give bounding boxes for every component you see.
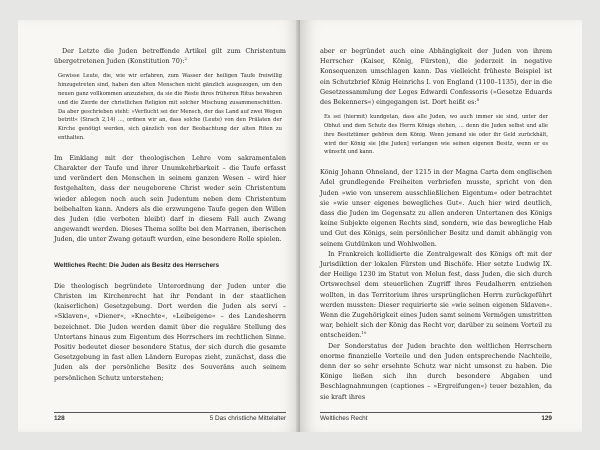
paragraph-text: In Frankreich kollidierte die Zentralgewalt des Königs oft mit der Jurisdiktion der lokalen Fürsten und Bischöfe. Hier setzte Ludwig IX. der Heilige 1230 im Statut von Melun fest, dass Juden, die sich durch Ortswechsel dem steuerlichen Zugriff ihres Feudalherrn entziehen wollten, in das Territorium ihres ursprünglichen Herrn zurückgeführt werden mussten: Dieser requirierte sie »wie seinen eigenen Sklaven«. Wenn die Zugehörigkeit eines Juden samt seinem Vermögen umstritten war, behielt sich der König das Recht vor, darüber zu seinem Vorteil zu entscheiden. [320, 249, 552, 340]
paragraph: Der Sonderstatus der Juden brachte den weltlichen Herrschern enorme finanzielle Vorteile und den Juden entsprechende Nachteile, denn der so sehr ersehnte Schutz war nicht umsonst zu haben. Die Könige ließen sich ihn durch besondere Abgaben und Beschlagnahmungen (captiones – »Ergreifungen«) teuer bezahlen, da sie kraft ihres [320, 341, 552, 401]
paragraph-text: aber er begründet auch eine Abhängigkeit der Juden von ihrem Herrscher (Kaiser, König, Fürsten), die jederzeit in negative Konsequenzen umschlagen kann. Das vielleicht früheste Beispiel ist ein Schutzbrief König Heinrichs I. von England (1100–1135), der in die Gesetzessammlung der Leges Edwardi Confessoris (»Gesetze Eduards des Bekenners«) eingegangen ist. Dort heißt es: [320, 47, 552, 107]
footnote-marker: 8 [476, 96, 480, 102]
open-book [18, 20, 582, 432]
section-heading: Weltliches Recht: Die Juden als Besitz des Herrschers [54, 261, 220, 269]
paragraph-text: Der Letzte die Juden betreffende Artikel gilt zum Christentum übergetretenen Juden (Konstitution 70): [54, 47, 286, 66]
left-page [18, 20, 300, 432]
paragraph [54, 46, 286, 66]
paragraph [320, 249, 552, 341]
page-number: 129 [541, 415, 552, 422]
paragraph [320, 46, 552, 107]
footnote-marker: 2 [184, 56, 187, 62]
left-page-text [54, 46, 286, 383]
right-page [300, 20, 582, 432]
block-quote: Es sei (hiermit) kundgetan, dass alle Juden, wo auch immer sie sind, unter der Obhut und dem Schutz des Herrn Königs stehen, ... denn die Juden selbst und alle ihre Besitztümer gehören dem König. Wenn jemand sie oder ihr Geld zurückhält, wird der König sie [die Juden] verlangen wie seinen eigenen Besitz, wenn er es wünscht und kann. [324, 114, 548, 156]
right-page-footer [320, 412, 552, 422]
right-page-text [320, 46, 552, 402]
paragraph: König Johann Ohneland, der 1215 in der Magna Carta dem englischen Adel grundlegende Freiheiten verbriefen musste, spricht von den Juden »wie von unserem ausschließlichen Eigentum« oder betrachtet sie »wie unser eigenes bewegliches Gut«. Auch hier wird deutlich, dass die Juden im Gegensatz zu allen anderen Untertanen des Königs keine Subjekte eigenen Rechts sind, sondern, wie das bewegliche Hab und Gut des Königs, sein persönlicher Besitz und damit abhängig von seinem Gutdünken und Wohlwollen. [320, 168, 552, 248]
paragraph: Die theologisch begründete Unterordnung der Juden unter die Christen im Kirchenrecht hat ihr Pendant in der staatlichen (kaiserlichen) Gesetzgebung. Dort werden die Juden als servi – »Sklaven«, »Diener«, »Knechte«, »Leibeigene« – des Landesherrn bezeichnet. Die Juden werden damit über die reguläre Stellung des Untertans hinaus zum Eigentum des Herrschers im rechtlichen Sinne. Positiv bedeutet dieser besondere Status, der sich durch die gesamte Gesetzgebung in fast allen Ländern Europas zieht, zunächst, dass die Juden als der persönliche Besitz des Souveräns auch seinem persönlichen Schutz unterstehen; [54, 281, 286, 382]
footnote-marker: 10 [361, 330, 367, 336]
page-number: 128 [54, 415, 65, 422]
left-page-footer [54, 412, 286, 422]
running-footer: 5 Das christliche Mittelalter [209, 415, 286, 422]
block-quote: Gewisse Leute, die, wie wir erfahren, zum Wasser der heiligen Taufe freiwillig hinzugetreten sind, haben den alten Menschen nicht gänzlich ausgezogen, um den neuen ganz vollkommen anzuziehen, da sie die Reste ihres früheren Ritus bewahren und die Zierde der christlichen Religion mit solcher Mischung zusammenschütten. Da aber geschrieben steht: »Verflucht sei der Mensch, der das Land auf zwei Wegen betritt« (Sirach 2,14) ..., ordnen wir an, dass solche (Leute) von den Prälaten der Kirche genötigt werden, sich gänzlich von der Beobachtung der alten Riten zu enthalten. [58, 73, 282, 141]
paragraph: Im Einklang mit der theologischen Lehre vom sakramentalen Charakter der Taufe und ihrer Unumkehrbarkeit – die Taufe erfasst und verändert den Menschen in seinem ganzen Wesen – wird hier festgehalten, dass der neugeborene Christ weder sein Christentum wieder ablegen noch auch sein Judentum neben dem Christentum beibehalten kann. Anders als die erzwungene Taufe gegen den Willen des Juden (die verboten bleibt) darf in diesem Fall auch Zwang angewandt werden. Dieses Thema sollte bei den Marranen, iberischen Juden, die unter Zwang getauft wurden, eine besondere Rolle spielen. [54, 153, 286, 244]
running-footer: Weltliches Recht [320, 415, 368, 422]
